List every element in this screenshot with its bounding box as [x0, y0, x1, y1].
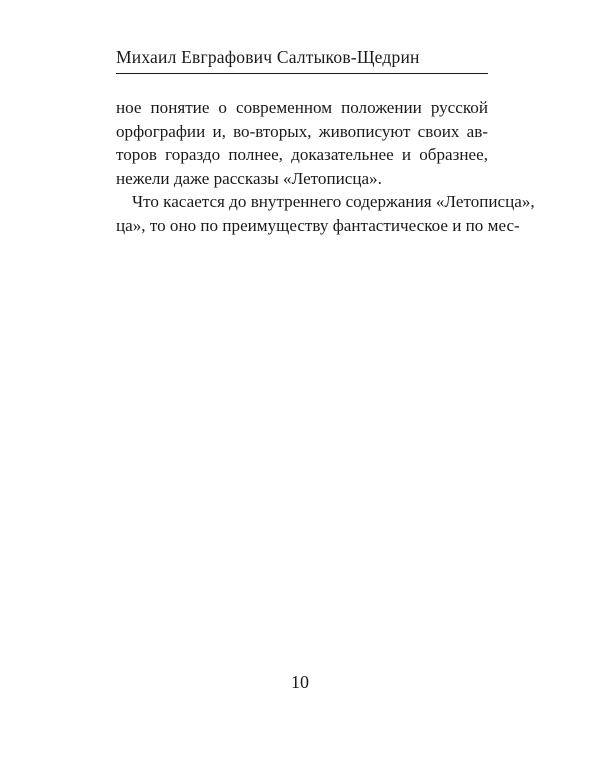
text-line: нежели даже рассказы «Летописца». — [116, 168, 382, 188]
text-line: Что касается до внутреннего содержания «Летописца», — [132, 192, 535, 212]
text-line — [116, 497, 488, 521]
text-line: ное понятие о современном положении русской — [116, 98, 488, 117]
text-line: орфографии и, во-вторых, живописуют своих ав- — [116, 121, 488, 141]
text-line — [116, 356, 488, 380]
text-line — [116, 332, 488, 356]
text-line — [116, 403, 488, 427]
text-line — [116, 733, 488, 757]
text-line: торов гораздо полнее, доказательнее и образнее, — [116, 145, 488, 165]
text-line — [116, 709, 488, 733]
page-number: 10 — [291, 672, 309, 692]
text-line — [116, 757, 488, 780]
text-line — [116, 379, 488, 403]
running-head-author: Михаил Евграфович Салтыков-Щедрин — [116, 47, 420, 67]
text-line — [116, 521, 488, 545]
text-line — [116, 639, 488, 663]
text-line — [116, 308, 488, 332]
text-line — [116, 285, 488, 309]
header-rule — [116, 73, 488, 74]
text-line — [116, 238, 488, 262]
text-line — [116, 261, 488, 285]
text-line: ца», то оно по преимуществу фантастическое и по мес- — [116, 215, 520, 235]
text-line — [116, 568, 488, 592]
text-line — [116, 474, 488, 498]
text-line — [116, 544, 488, 568]
text-line — [116, 591, 488, 615]
text-line — [116, 615, 488, 639]
text-line — [116, 450, 488, 474]
text-line — [116, 426, 488, 450]
